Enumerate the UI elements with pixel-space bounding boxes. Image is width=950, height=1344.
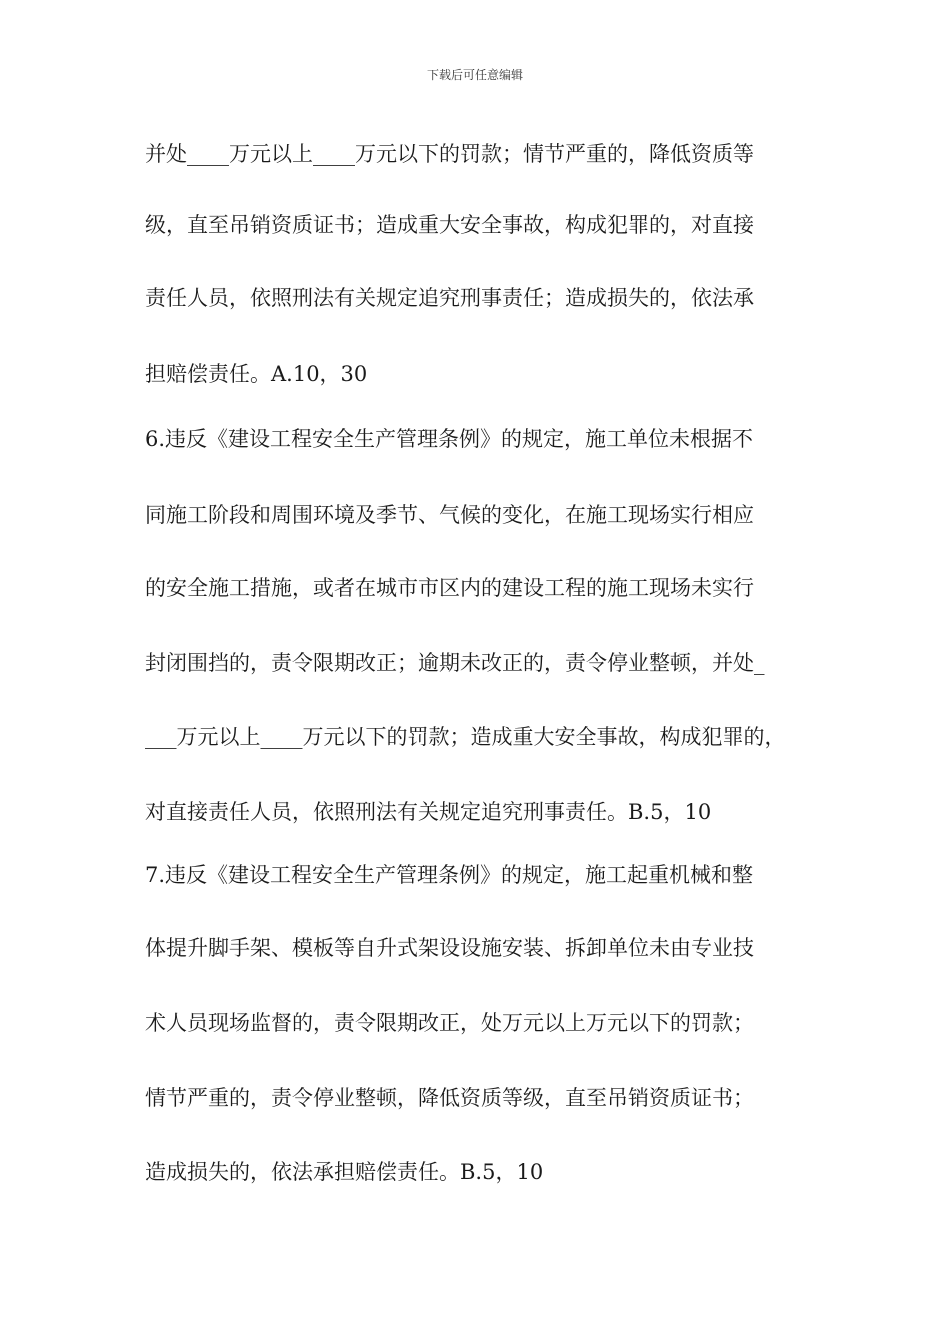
- text-line: 体提升脚手架、模板等自升式架设设施安装、拆卸单位未由专业技: [145, 936, 754, 960]
- text-line: 责任人员，依照刑法有关规定追究刑事责任；造成损失的，依法承: [145, 286, 754, 310]
- text-line: 担赔偿责任。A.10，30: [145, 362, 368, 386]
- text-line: 封闭围挡的，责令限期改正；逾期未改正的，责令停业整顿，并处_: [145, 651, 765, 675]
- text-line: 6.违反《建设工程安全生产管理条例》的规定，施工单位未根据不: [145, 427, 754, 451]
- text-line: 术人员现场监督的，责令限期改正，处万元以上万元以下的罚款；: [145, 1011, 754, 1035]
- text-line: ___万元以上____万元以下的罚款；造成重大安全事故，构成犯罪的，: [145, 725, 786, 749]
- text-line: 对直接责任人员，依照刑法有关规定追究刑事责任。B.5，10: [145, 800, 712, 824]
- text-line: 级，直至吊销资质证书；造成重大安全事故，构成犯罪的，对直接: [145, 213, 754, 237]
- text-line: 情节严重的，责令停业整顿，降低资质等级，直至吊销资质证书；: [145, 1086, 754, 1110]
- text-line: 并处____万元以上____万元以下的罚款；情节严重的，降低资质等: [145, 142, 754, 166]
- text-line: 7.违反《建设工程安全生产管理条例》的规定，施工起重机械和整: [145, 863, 754, 887]
- text-line: 同施工阶段和周围环境及季节、气候的变化，在施工现场实行相应: [145, 503, 754, 527]
- page-header: 下载后可任意编辑: [426, 68, 523, 82]
- text-line: 造成损失的，依法承担赔偿责任。B.5，10: [145, 1160, 544, 1184]
- text-line: 的安全施工措施，或者在城市市区内的建设工程的施工现场未实行: [145, 576, 754, 600]
